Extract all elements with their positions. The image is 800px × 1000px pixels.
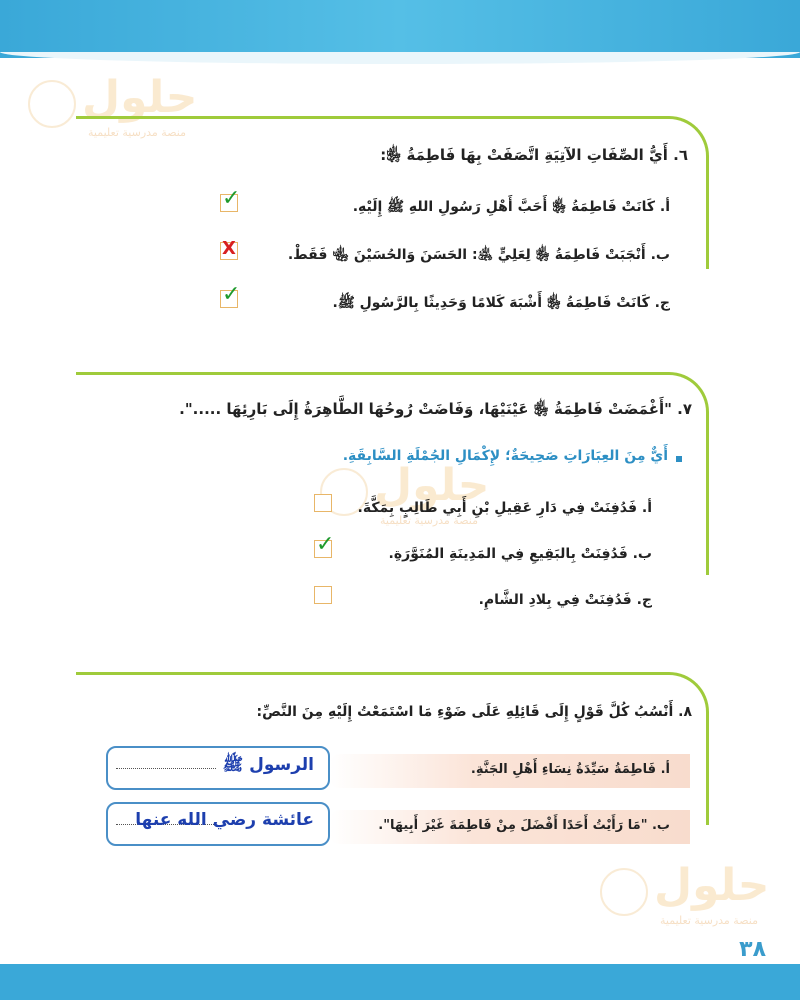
watermark-logo: حلول xyxy=(374,460,490,511)
question-7-option-a: أ. فَدُفِنَتْ فِي دَارِ عَقِيلِ بْنِ أَبِي طَالِبٍ بِمَكَّةَ. xyxy=(357,500,652,516)
question-6-option-c: ج. كَانَتْ فَاطِمَةُ ﵂ أَشْبَهَ كَلامًا وَحَدِيثًا بِالرَّسُولِ ﷺ. xyxy=(332,295,670,311)
cross-mark-icon: X xyxy=(222,238,236,259)
question-6-option-a-checkbox[interactable] xyxy=(220,186,241,212)
check-mark-icon: ✓ xyxy=(222,186,241,211)
question-7-title: ٧. "أَغْمَضَتْ فَاطِمَةُ ﵂ عَيْنَيْهَا، وَفَاضَتْ رُوحُهَا الطَّاهِرَةُ إِلَى بَارِئِهَا .....". xyxy=(179,400,692,418)
watermark-emblem-icon xyxy=(28,80,76,128)
question-6-option-b: ب. أَنْجَبَتْ فَاطِمَةُ ﵂ لِعَلِيٍّ ﵁: الحَسَنَ وَالحُسَيْنَ ﵄ فَقَطْ. xyxy=(287,247,670,263)
check-mark-icon: ✓ xyxy=(222,282,241,307)
question-8-title: ٨. أَنْسُبُ كُلَّ قَوْلٍ إِلَى قَائِلِهِ عَلَى ضَوْءِ مَا اسْتَمَعْتُ إِلَيْهِ مِنَ النَّصِّ: xyxy=(256,704,692,720)
quote-row-b: ب. "مَا رَأَيْتُ أَحَدًا أَفْضَلَ مِنْ فَاطِمَةَ غَيْرَ أَبِيهَا". xyxy=(378,818,670,833)
watermark-tagline: منصة مدرسية تعليمية xyxy=(88,126,186,139)
question-7-option-b-checkbox[interactable] xyxy=(314,532,335,558)
watermark-bottom xyxy=(600,860,790,930)
answer-box-a[interactable] xyxy=(106,746,330,790)
question-6-option-b-checkbox[interactable] xyxy=(220,238,238,260)
answer-text-b: عائشة رضي الله عنها xyxy=(135,810,314,830)
bottom-banner xyxy=(0,964,800,1000)
question-6-title: ٦. أَيُّ الصِّفَاتِ الآتِيَةِ اتَّصَفَتْ بِهَا فَاطِمَةُ ﵂: xyxy=(380,146,688,164)
watermark-logo: حلول xyxy=(654,860,770,911)
bullet-icon xyxy=(676,456,682,462)
watermark-tagline: منصة مدرسية تعليمية xyxy=(380,514,478,527)
watermark-logo: حلول xyxy=(82,72,198,123)
answer-text-a: الرسول ﷺ xyxy=(222,755,314,775)
watermark-emblem-icon xyxy=(600,868,648,916)
question-7-option-c-checkbox[interactable] xyxy=(314,586,332,604)
question-7-option-b: ب. فَدُفِنَتْ بِالبَقِيعِ فِي المَدِينَةِ المُنَوَّرَةِ. xyxy=(388,546,652,562)
question-7-subtitle: أَيٌّ مِنَ العِبَارَاتِ صَحِيحَةٌ؛ لإِكْمَالِ الجُمْلَةِ السَّابِقَةِ. xyxy=(342,448,668,464)
question-6-option-a: أ. كَانَتْ فَاطِمَةُ ﵂ أَحَبَّ أَهْلِ رَسُولِ اللهِ ﷺ إِلَيْهِ. xyxy=(352,199,670,215)
answer-box-b[interactable] xyxy=(106,802,330,846)
check-mark-icon: ✓ xyxy=(316,532,335,557)
top-banner xyxy=(0,0,800,58)
quote-row-a: أ. فَاطِمَةُ سَيِّدَةُ نِسَاءِ أَهْلِ الجَنَّةِ. xyxy=(470,762,670,777)
question-6-option-c-checkbox[interactable] xyxy=(220,282,241,308)
page-number: ٣٨ xyxy=(739,937,766,962)
answer-dotted-line xyxy=(116,768,216,769)
question-7-option-c: ج. فَدُفِنَتْ فِي بِلادِ الشَّامِ. xyxy=(478,592,652,608)
question-7-option-a-checkbox[interactable] xyxy=(314,494,332,512)
watermark-tagline: منصة مدرسية تعليمية xyxy=(660,914,758,927)
